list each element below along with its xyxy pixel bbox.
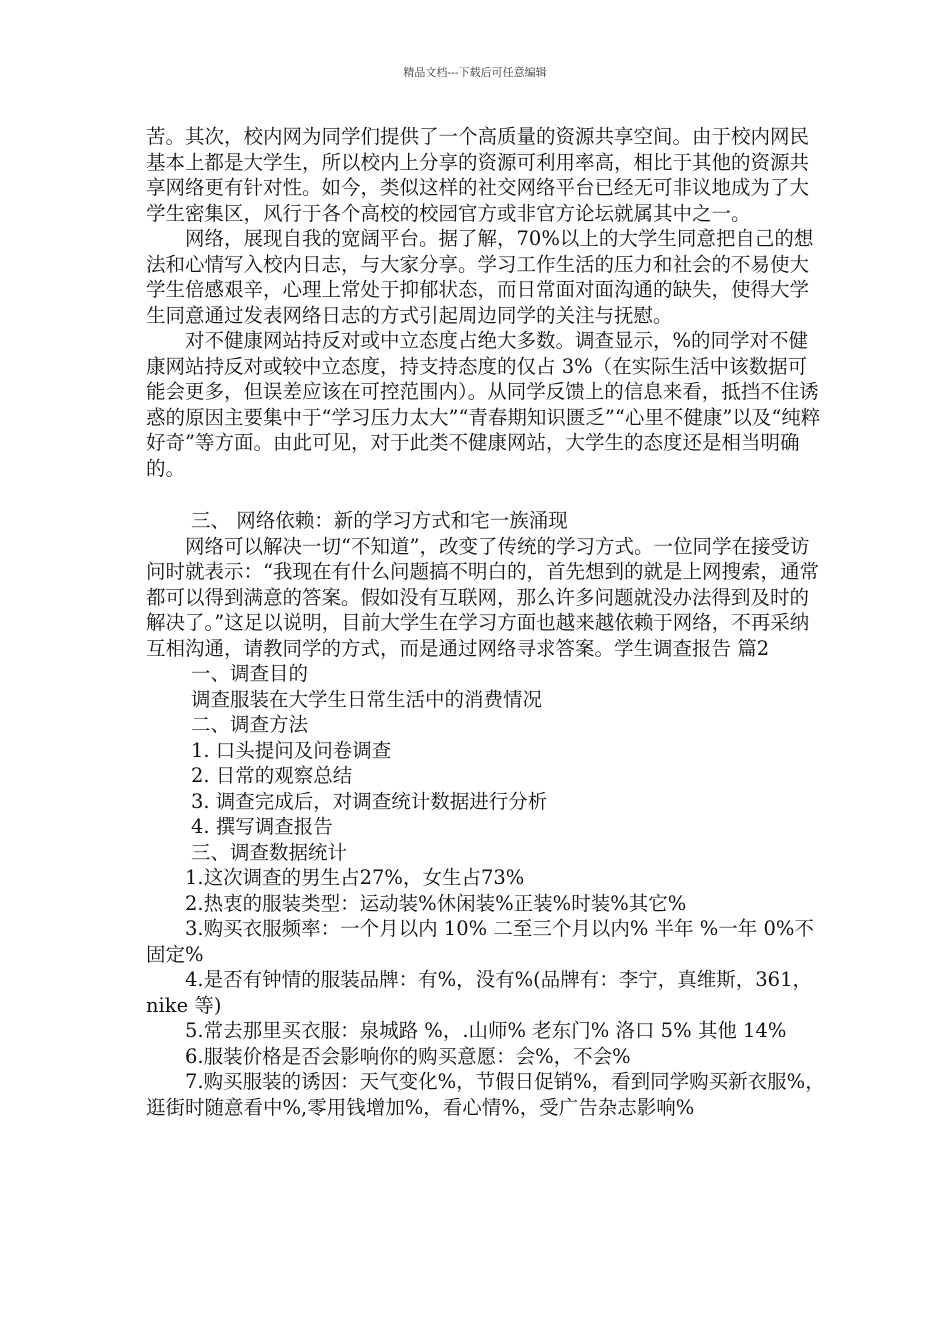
list-item: 5.常去那里买衣服：泉城路 %，.山师% 老东门% 洛口 5% 其他 14% xyxy=(185,1019,787,1042)
section-heading: 二、调查方法 xyxy=(191,713,309,736)
list-item: 1. 口头提问及问卷调查 xyxy=(191,738,392,762)
paragraph: 网络，展现自我的宽阔平台。据了解，70%以上的大学生同意把自己的想法和心情写入校内日志，与大家分享。学习工作生活的压力和社会的不易使大学生倍感艰辛，心理上常处于抑郁状态，而日常面对面沟通的缺失，使得大学生同意通过发表网络日志的方式引起周边同学的关注与抚慰。 xyxy=(146,227,814,327)
list-item: 3.购买衣服频率：一个月以内 10% 二至三个月以内% 半年 %一年 0%不固定% xyxy=(146,917,814,966)
list-item: 2.热衷的服装类型：运动装%休闲装%正装%时装%其它% xyxy=(185,891,687,915)
list-item: 4.是否有钟情的服装品牌：有%，没有%(品牌有：李宁，真维斯，361，nike 等) xyxy=(146,968,812,1017)
list-item: 2. 日常的观察总结 xyxy=(191,764,353,787)
page-header: 精品文档---下载后可任意编辑 xyxy=(403,66,547,79)
list-item: 3. 调查完成后，对调查统计数据进行分析 xyxy=(191,789,548,813)
section-heading: 三、 网络依赖：新的学习方式和宅一族涌现 xyxy=(191,509,568,532)
document-body xyxy=(146,124,826,1120)
spacer xyxy=(146,481,826,508)
section-heading: 一、调查目的 xyxy=(191,662,309,685)
list-item: 6.服装价格是否会影响你的购买意愿：会%，不会% xyxy=(185,1044,631,1068)
paragraph: 对不健康网站持反对或中立态度占绝大多数。调查显示，%的同学对不健康网站持反对或较中立态度，持支持态度的仅占 3%（在实际生活中该数据可能会更多，但误差应该在可控范围内）。从同学反馈上的信息来看，抵挡不住诱惑的原因主要集中于“学习压力太大”“青春期知识匮乏”“心里不健康”以及“纯粹好奇”等方面。由此可见，对于此类不健康网站，大学生的态度还是相当明确的。 xyxy=(146,329,821,480)
section-heading: 三、调查数据统计 xyxy=(191,840,348,864)
list-item: 1.这次调查的男生占27%，女生占73% xyxy=(185,866,525,889)
paragraph: 苦。其次，校内网为同学们提供了一个高质量的资源共享空间。由于校内网民基本上都是大学生，所以校内上分享的资源可利用率高，相比于其他的资源共享网络更有针对性。如今，类似这样的社交网络平台已经无可非议地成为了大学生密集区，风行于各个高校的校园官方或非官方论坛就属其中之一。 xyxy=(146,125,810,225)
list-item: 7.购买服装的诱因：天气变化%，节假日促销%，看到同学购买新衣服%，逛街时随意看中%,零用钱增加%，看心情%，受广告杂志影响% xyxy=(146,1070,825,1119)
paragraph: 网络可以解决一切“不知道”，改变了传统的学习方式。一位同学在接受访问时就表示：“我现在有什么问题搞不明白的，首先想到的就是上网搜索，通常都可以得到满意的答案。假如没有互联网，那么许多问题就没办法得到及时的解决了。”这足以说明，目前大学生在学习方面也越来越依赖于网络，不再采纳互相沟通，请教同学的方式，而是通过网络寻求答案。学生调查报告 篇2 xyxy=(146,534,819,660)
list-item: 4. 撰写调查报告 xyxy=(191,815,333,838)
list-item: 调查服装在大学生日常生活中的消费情况 xyxy=(191,687,543,711)
